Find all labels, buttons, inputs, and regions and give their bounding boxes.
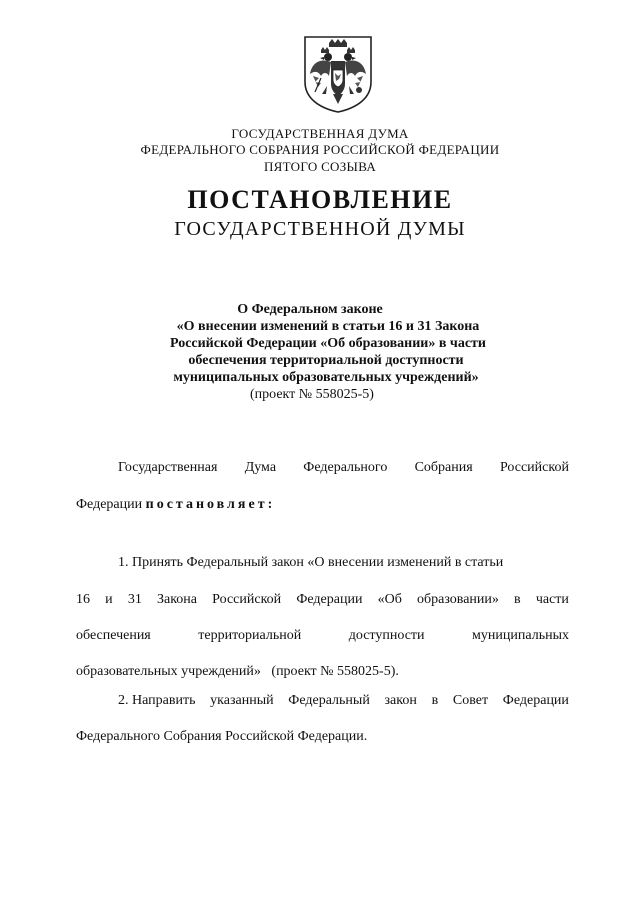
item-1-line-4: образовательных учреждений» (проект № 558025-5).: [76, 664, 399, 679]
coat-of-arms-icon: [301, 34, 375, 114]
project-number: (проект № 558025-5): [250, 387, 374, 402]
item-2-word: Совет: [452, 693, 489, 708]
item-1-word: «Об: [377, 592, 402, 607]
law-title-line-5: муниципальных образовательных учреждений»: [173, 370, 479, 385]
item-1-word: территориальной: [198, 628, 302, 643]
header-line-2: ФЕДЕРАЛЬНОГО СОБРАНИЯ РОССИЙСКОЙ ФЕДЕРАЦИИ: [140, 142, 500, 157]
item-1-word: в: [514, 592, 521, 607]
item-1-word: образовании»: [416, 592, 499, 607]
item-1-word: части: [535, 592, 569, 607]
preamble-line-2: [76, 496, 275, 514]
preamble-line-1: [118, 459, 569, 477]
header-line-3: ПЯТОГО СОЗЫВА: [263, 159, 377, 174]
preamble-word: Собрания: [414, 460, 473, 475]
item-1-line-2: [76, 591, 569, 609]
header-line-1: ГОСУДАРСТВЕННАЯ ДУМА: [231, 126, 409, 141]
item-2-word: 2. Направить: [118, 693, 196, 708]
law-title-line-4: обеспечения территориальной доступности: [188, 353, 464, 368]
item-1-word: доступности: [348, 628, 425, 643]
item-1-word: 31: [127, 592, 142, 607]
item-1-word: муниципальных: [472, 628, 569, 643]
item-1-line-1: 1. Принять Федеральный закон «О внесении изменений в статьи: [118, 555, 504, 570]
preamble-word: Федерального: [303, 460, 388, 475]
preamble-word: Дума: [244, 460, 277, 475]
document-title: ПОСТАНОВЛЕНИЕ: [187, 185, 453, 214]
item-2-line-1: [118, 692, 569, 710]
item-2-word: указанный: [210, 693, 274, 708]
item-2-line-2: Федерального Собрания Российской Федерации.: [76, 729, 368, 744]
item-1-word: и: [105, 592, 113, 607]
item-1-word: обеспечения: [76, 628, 151, 643]
item-2-word: закон: [384, 693, 417, 708]
preamble-word: Федерации: [76, 497, 143, 512]
resolves-word: постановляет:: [145, 497, 276, 512]
item-2-word: в: [431, 693, 439, 708]
item-2-word: Федеральный: [288, 693, 370, 708]
law-title-line-2: «О внесении изменений в статьи 16 и 31 Закона: [176, 319, 480, 334]
law-title-line-1: О Федеральном законе: [237, 302, 383, 317]
preamble-word: Российской: [499, 460, 569, 475]
preamble-word: Государственная: [118, 460, 218, 475]
law-title-line-3: Российской Федерации «Об образовании» в части: [169, 336, 486, 351]
document-subtitle: ГОСУДАРСТВЕННОЙ ДУМЫ: [174, 218, 466, 240]
item-1-word: Федерации: [296, 592, 363, 607]
item-2-word: Федерации: [502, 693, 569, 708]
item-1-word: Закона: [156, 592, 197, 607]
item-1-word: 16: [76, 592, 90, 607]
item-1-line-3: [76, 627, 569, 645]
item-1-word: Российской: [212, 592, 282, 607]
